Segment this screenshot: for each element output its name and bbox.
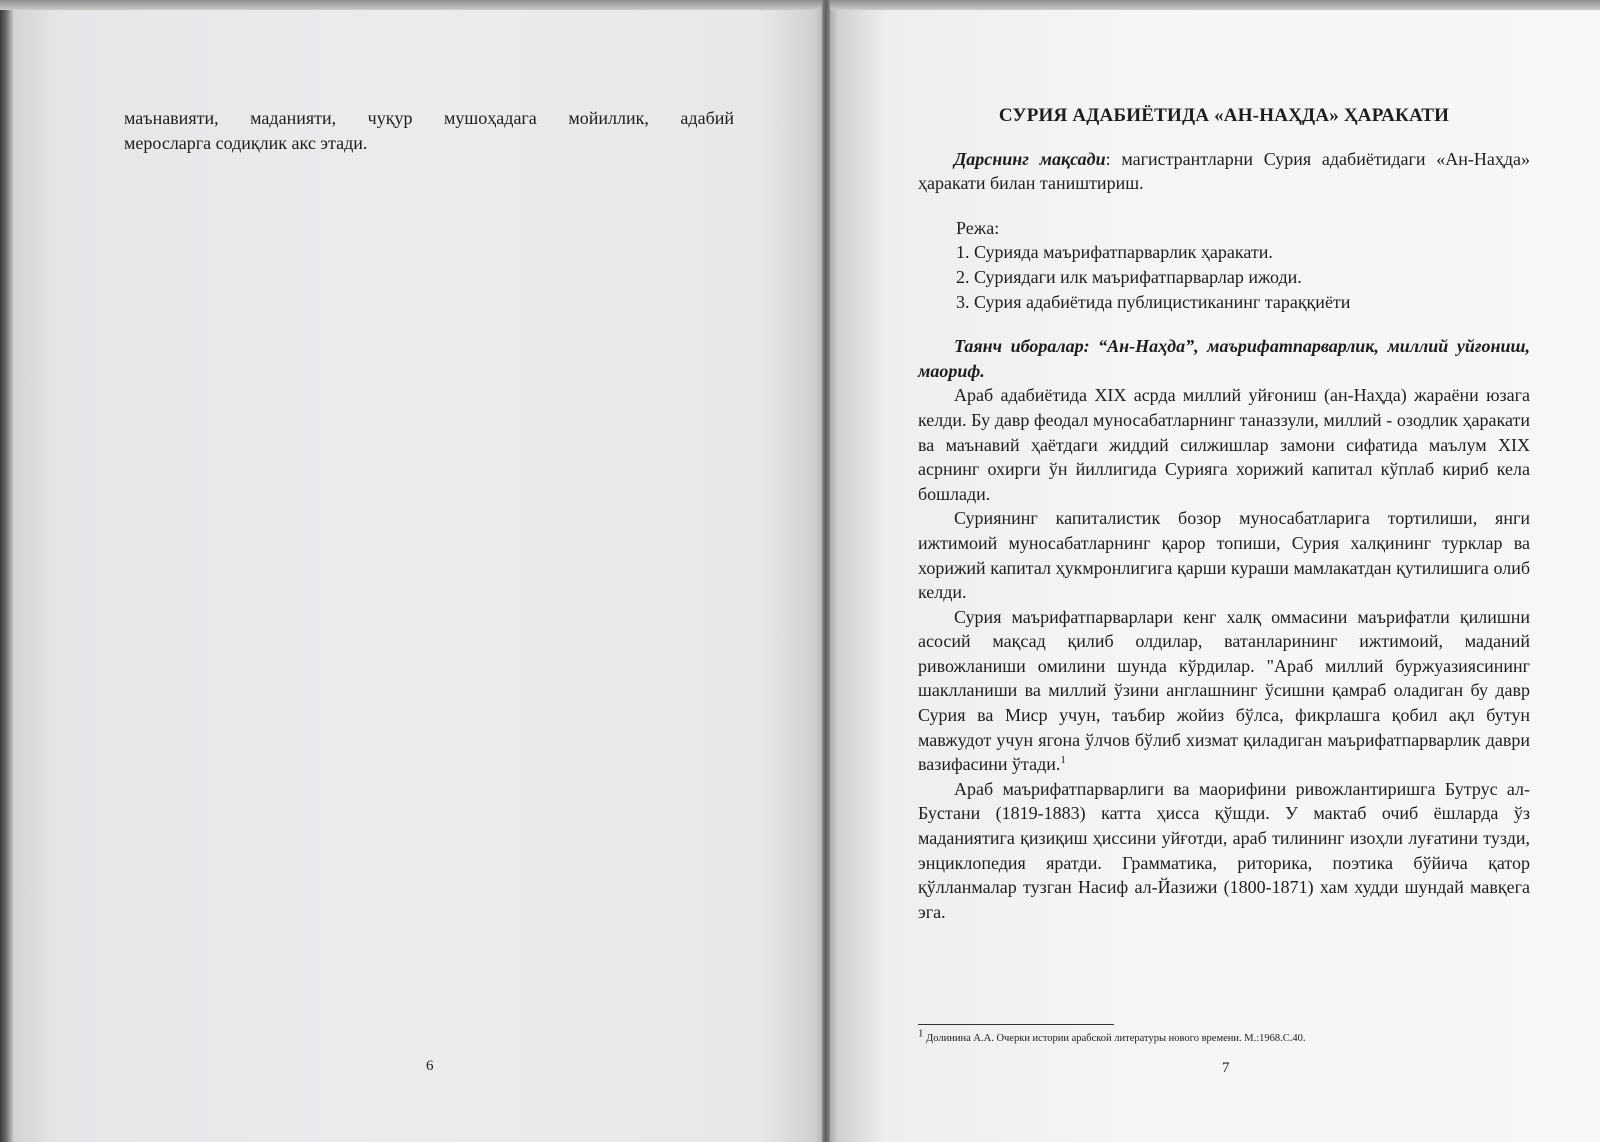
left-page <box>0 10 826 1142</box>
body-paragraph <box>918 605 1530 777</box>
right-page-content <box>918 104 1530 924</box>
left-page-number: 6 <box>426 1058 434 1074</box>
left-text-line: маънавияти, маданияти, чуқур мушоҳадага мойиллик, адабий <box>124 108 734 128</box>
left-page-text <box>124 106 734 156</box>
plan-heading: Режа: <box>956 217 1000 238</box>
plan-item: 1. Сурияда маърифатпарварлик ҳаракати. <box>956 242 1273 263</box>
goal-text: : магистрантларни Сурия адабиётидаги «Ан-Наҳда» ҳаракати билан таништириш. <box>918 148 1530 194</box>
plan-item: 2. Суриядаги илк маърифатпарварлар ижоди. <box>956 266 1302 287</box>
footnote-number: 1 <box>918 1027 924 1040</box>
left-text-line: меросларга содиқлик акс этади. <box>124 133 368 153</box>
footnote-text: Долинина А.А. Очерки истории арабской литературы нового времени. М.:1968.С.40. <box>926 1033 1306 1044</box>
footnote-marker: 1 <box>1060 754 1066 767</box>
keywords-label: Таянч иборалар: <box>954 336 1090 357</box>
body-paragraph: Араб адабиётида XIX асрда миллий уйғониш (ан-Наҳда) жараёни юзага келди. Бу давр феодал муносабатларнинг таназзули, миллий - озодлик ҳаракати ва маънавий ҳаётдаги жиддий силжишлар замони сифатида маълум XIX асрнинг охирги ўн йиллигида Сурияга хорижий капитал кўплаб кириб кела бошлади. <box>918 385 1530 504</box>
body-paragraph: Суриянинг капиталистик бозор муносабатларига тортилиши, янги ижтимоий муносабатларнинг қарор топиши, Сурия халқининг турклар ва хорижий капитал ҳукмронлигига қарши кураши мамлакатдан қутилишига олиб келди. <box>918 508 1530 603</box>
book-gutter <box>822 0 830 1142</box>
chapter-title: СУРИЯ АДАБИЁТИДА «АН-НАҲДА» ҲАРАКАТИ <box>998 105 1450 126</box>
goal-label: Дарснинг мақсади <box>954 148 1106 169</box>
paragraph-text: Сурия маърифатпарварлари кенг халқ оммасини маърифатли қилишни асосий мақсад қилиб олдилар, ватанларининг ижтимоий, маданий ривожланиши омилини шунда кўрдилар. "Араб миллий буржуазиясининг шаклланиши ва миллий ўзини англашнинг ўсишни қамраб оладиган бу давр Сурия ва Миср учун, таъбир жойиз бўлса, фикрлашга қобил ақл бутун мавжудот учун ягона ўлчов бўлиб хизмат қиладиган маърифатпарварлик даври вазифасини ўтади. <box>918 606 1530 775</box>
lesson-goal <box>918 147 1530 196</box>
right-page-number: 7 <box>1222 1060 1230 1076</box>
scan-top-edge <box>0 0 1600 10</box>
body-paragraph: Араб маърифатпарварлиги ва маорифини ривожлантиришга Бутрус ал-Бустани (1819-1883) катта ҳисса қўшди. У мактаб очиб ёшларда ўз маданиятига қизиқиш ҳиссини уйғотди, араб тилининг изоҳли луғатини тузди, энциклопедия яратди. Грамматика, риторика, поэтика бўйича қатор қўлланмалар тузган Насиф ал-Йазижи (1800-1871) хам худди шундай мавқега эга. <box>918 778 1530 922</box>
footnote <box>918 1027 1518 1046</box>
keywords <box>918 334 1530 383</box>
plan-item: 3. Сурия адабиётида публицистиканинг тараққиёти <box>956 291 1351 312</box>
footnote-divider <box>918 1024 1114 1025</box>
keywords-text: “Ан-Наҳда”, маърифатпарварлик, миллий уйғониш, маориф. <box>918 336 1531 381</box>
